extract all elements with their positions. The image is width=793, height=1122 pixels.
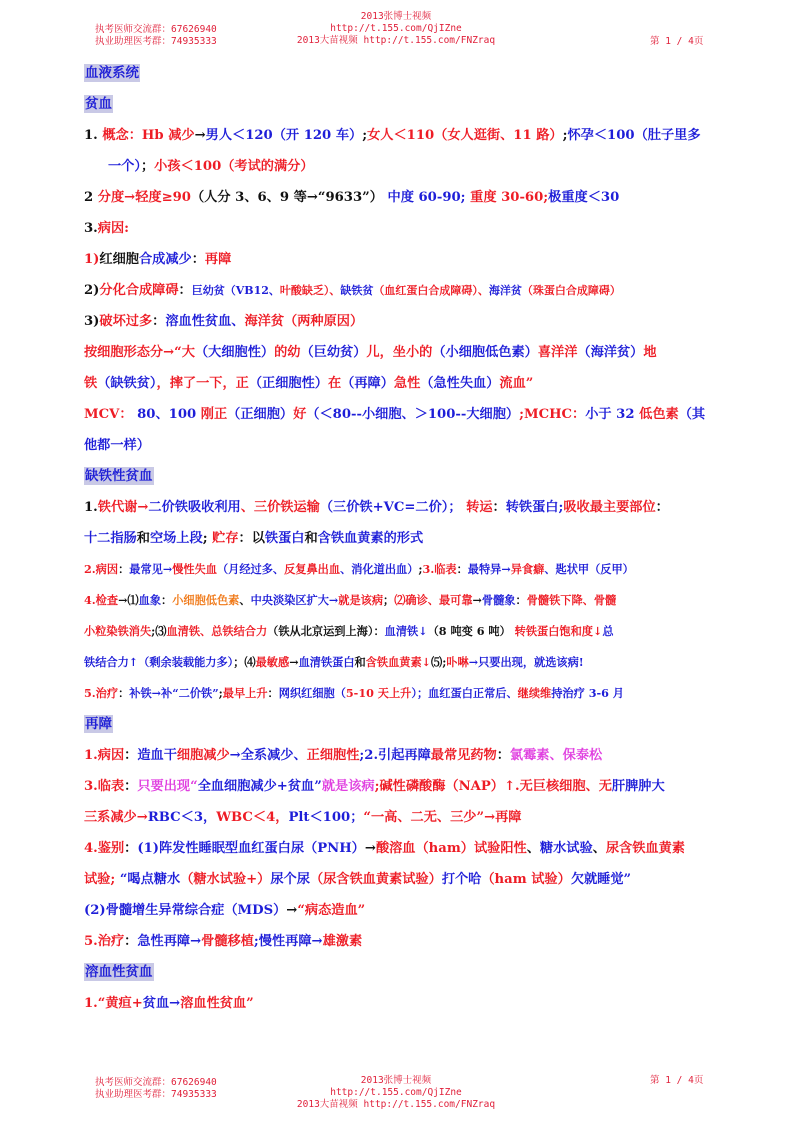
text-run: 氯霉素、保泰松 [509, 748, 603, 763]
header-page-number: 第 1 / 4页 [650, 36, 704, 47]
text-run: 好 [293, 407, 307, 422]
text-run: （血红蛋白合成障碍）、 [373, 284, 489, 297]
text-run: 雄激素 [322, 934, 363, 949]
text-run: 1.病因 [84, 748, 125, 763]
text-run: 按细胞形态分→“大 [84, 345, 195, 360]
text-run: 5-10 天上升 [345, 686, 412, 700]
text-run: → [286, 903, 298, 918]
text-run: 病因: [97, 221, 130, 236]
text-run: 再障 [204, 252, 232, 267]
header-video-link-2[interactable]: 2013大苗视频 http://t.155.com/FNZraq [296, 35, 496, 46]
text-line [84, 151, 704, 182]
text-run: 和 [304, 531, 318, 546]
text-run: 含铁血黄素的形式 [317, 531, 424, 546]
text-run: ： [124, 779, 138, 794]
page-header [0, 11, 793, 51]
text-run: （铁从北京运到上海）： [267, 624, 385, 638]
header-video-link-1[interactable]: 2013张博士视频http://t.155.com/QjIZne [330, 11, 462, 34]
text-run: （三价铁+VC=二价）； [319, 500, 462, 515]
text-run: 急性 [393, 376, 421, 391]
text-run: 补铁→补“二价铁” [129, 686, 219, 700]
document-body [84, 58, 704, 1019]
text-run: 吸收最主要部位 [563, 500, 656, 515]
heading-blood-system: 血液系统 [85, 65, 139, 81]
text-run: 就是该病 [321, 779, 375, 794]
text-run: （糖水试验+） [180, 872, 271, 887]
text-run: （尿含铁血黄素试验） [309, 872, 442, 887]
text-run: 、三价铁运输 [240, 500, 320, 515]
text-run: 一个） [108, 159, 141, 174]
text-run: Plt＜100； [288, 810, 364, 825]
section-heading-row [84, 89, 704, 120]
text-run: ： [118, 686, 130, 700]
text-run: 血清铁↓ [384, 624, 428, 638]
text-run: 铁 [84, 376, 98, 391]
text-line [84, 120, 704, 151]
text-run: 骨髓铁下降、骨髓 [526, 593, 617, 607]
text-run: →⑴ [118, 593, 139, 607]
text-run: （海洋贫） [577, 345, 644, 360]
text-run: 转铁蛋白; [505, 500, 564, 515]
text-run: 中度 60-90; [382, 190, 466, 205]
text-run: WBC＜4， [216, 810, 289, 825]
heading-anemia: 贫血 [85, 96, 112, 112]
text-run: 、 [239, 593, 251, 607]
footer-center [296, 1075, 496, 1111]
text-run: ; [362, 128, 368, 143]
text-line [84, 523, 704, 554]
text-run: 卟啉 [446, 655, 469, 669]
text-run: 试验; [84, 872, 116, 887]
text-run: 80、100 [132, 407, 201, 422]
footer-left [95, 1077, 217, 1101]
text-run: 持治疗 3-6 月 [551, 686, 624, 700]
text-run: → [364, 841, 376, 856]
text-run: 三系减少→ [84, 810, 148, 825]
text-run: （＜80--小细胞、＞100--大细胞） [306, 407, 520, 422]
text-run: 极重度＜30 [548, 190, 620, 205]
text-run: （大细胞性） [194, 345, 275, 360]
text-line [84, 833, 704, 864]
text-run: （急性失血） [420, 376, 500, 391]
header-group-qq-2: 执业助理医考群：74935333 [95, 36, 217, 47]
text-run: ，摔了一下，正 [156, 376, 249, 391]
text-run: 和 [136, 531, 150, 546]
text-run: 红细胞 [99, 252, 139, 267]
text-run: （正细胞性） [248, 376, 328, 391]
text-run: 铁蛋白 [264, 531, 305, 546]
text-run: 全血细胞减少+贫血” [197, 779, 322, 794]
text-line [84, 275, 704, 306]
text-run: (1)阵发性睡眠型血红蛋白尿（PNH） [137, 841, 365, 856]
text-run: 骨髓移植 [201, 934, 254, 949]
text-line [84, 337, 704, 368]
text-run: MCV： [84, 407, 133, 422]
text-line [84, 895, 704, 926]
text-line [84, 740, 704, 771]
text-run: 只要出现“ [137, 779, 198, 794]
text-run: 网织红细胞（ [278, 686, 346, 700]
text-run: 血清铁、总铁结合力 [166, 624, 268, 638]
text-run: 的幼 [274, 345, 301, 360]
text-run: 在 [327, 376, 342, 391]
text-run: 小孩＜100（考试的满分） [154, 159, 314, 174]
text-line [84, 430, 704, 461]
text-run: 、消化道出血） [340, 562, 419, 576]
text-run: ： [655, 500, 669, 515]
text-run: 缺铁贫 [340, 284, 374, 297]
text-run: ;MCHC： [519, 407, 586, 422]
text-run: 4.检查 [84, 593, 119, 607]
text-run: 慢性失血 [172, 562, 217, 576]
text-run: 打个哈 [441, 872, 482, 887]
text-run: →全系减少、 [229, 748, 307, 763]
text-run: 分度→轻度≥90 [97, 190, 191, 205]
text-run: 分化合成障碍 [99, 283, 179, 298]
text-run: →再障 [484, 810, 522, 825]
text-run: 、匙状甲（反甲） [544, 562, 634, 576]
text-run: 和 [354, 655, 366, 669]
text-run: ： [515, 593, 527, 607]
text-run: ： [456, 562, 468, 576]
text-run: ： [191, 252, 205, 267]
text-run: 血象 [138, 593, 162, 607]
text-run: 空场上段 [149, 531, 203, 546]
section-heading-row [84, 709, 704, 740]
text-run: 最敏感 [255, 655, 290, 669]
text-run: 溶血性贫血、 [165, 314, 245, 329]
section-heading-row [84, 461, 704, 492]
arrow-icon: → [194, 128, 206, 143]
text-run: 继续维 [517, 686, 552, 700]
text-run: 铁结合力↑ [84, 655, 139, 669]
header-center [296, 11, 496, 47]
text-run: ; [202, 531, 208, 546]
text-line [84, 585, 704, 616]
text-line [84, 368, 704, 399]
text-run: ： [267, 686, 279, 700]
text-run: （小细胞低色素） [432, 345, 538, 360]
text-run: 2.病因 [84, 562, 119, 576]
text-run: 海洋贫（两种原因） [244, 314, 364, 329]
text-run: （正细胞） [227, 407, 294, 422]
text-run: 巨幼贫（VB12、 [191, 284, 280, 297]
text-run: 破坏过多 [99, 314, 153, 329]
text-run: 铁代谢→ [97, 500, 149, 515]
text-run: 十二指肠 [84, 531, 137, 546]
text-line [84, 399, 704, 430]
text-run: 、 [526, 841, 540, 856]
text-run: 刚正 [200, 407, 228, 422]
text-run: ; [418, 562, 423, 576]
text-run: 、 [592, 841, 606, 856]
text-run: 急性再障→ [137, 934, 202, 949]
text-run: 就是该病 [338, 593, 384, 607]
text-run: 酸溶血（ham）试验阳性 [375, 841, 527, 856]
text-run: ⑵确诊、最可靠 [394, 593, 473, 607]
text-run: “病态造血” [297, 903, 366, 918]
text-run: ⑸; [431, 655, 447, 669]
text-run: ： [178, 283, 192, 298]
footer-page-number: 第 1 / 4页 [650, 1075, 704, 1086]
text-run: “黄疸+ [97, 996, 143, 1011]
text-run: “喝点糖水 [115, 872, 181, 887]
text-run: ； [383, 593, 395, 607]
text-line [84, 678, 704, 709]
text-run: 糖水试验 [539, 841, 593, 856]
text-line [84, 306, 704, 337]
text-run: 血红蛋白正常后、 [428, 686, 518, 700]
text-run: 海洋贫 [488, 284, 522, 297]
text-run: 贮存 [207, 531, 239, 546]
text-run: （8 吨变 6 吨） [427, 624, 511, 638]
text-run: 重度 30-60; [465, 190, 549, 205]
text-run: RBC＜3， [147, 810, 217, 825]
text-line [84, 771, 704, 802]
text-run: ;慢性再障→ [253, 934, 323, 949]
text-line [84, 864, 704, 895]
text-line [84, 492, 704, 523]
text-run: 尿含铁血黄素 [605, 841, 685, 856]
text-run: 2) [84, 283, 100, 298]
text-run: 欠就睡觉” [570, 872, 632, 887]
heading-aplastic-anemia: 再障 [85, 716, 112, 732]
text-run: ： [492, 500, 506, 515]
text-run: 喜洋洋 [537, 345, 578, 360]
text-run: ；⑷ [233, 655, 256, 669]
text-run: → [289, 655, 299, 669]
text-line [84, 213, 704, 244]
text-run: 以 [251, 531, 265, 546]
text-run: 总 [602, 624, 614, 638]
text-run: （人分 3、6、9 等→“9633”） [190, 190, 383, 205]
heading-hemolytic-anemia: 溶血性贫血 [85, 964, 153, 980]
text-run: 贫血→ [142, 996, 181, 1011]
text-run: 血清铁蛋白 [298, 655, 355, 669]
text-line [84, 926, 704, 957]
text-run: （再障） [341, 376, 394, 391]
text-run: 概念：Hb 减少 [102, 128, 195, 143]
heading-iron-deficiency-anemia: 缺铁性贫血 [85, 468, 153, 484]
page-footer [0, 1075, 793, 1115]
text-run: （珠蛋白合成障碍） [521, 284, 621, 297]
text-run: 5.治疗 [84, 934, 125, 949]
text-run: 1. [84, 996, 98, 1011]
text-run: （其 [678, 407, 706, 422]
text-run: 地 [643, 345, 657, 360]
text-run: 怀孕＜100（肚子里多 [567, 128, 701, 143]
text-run: ： [124, 841, 138, 856]
text-run: 1. [84, 500, 98, 515]
text-line [84, 182, 704, 213]
text-run: （巨幼贫） [300, 345, 367, 360]
text-run: →只要出现，就选该病! [468, 655, 584, 669]
text-run: 男人＜120（开 120 车） [205, 128, 363, 143]
text-run: 最常见药物 [430, 748, 497, 763]
text-run: （缺铁贫） [97, 376, 157, 391]
text-run: （月经过多、 [216, 562, 285, 576]
text-run: ;2.引起再障 [359, 748, 431, 763]
header-group-qq-1: 执考医师交流群：67626940 [95, 24, 217, 35]
text-run: 1. [84, 128, 103, 143]
footer-group-qq-2: 执业助理医考群：74935333 [95, 1089, 217, 1100]
text-run: 细胞减少 [176, 748, 230, 763]
text-line [84, 616, 704, 647]
text-run: 1) [84, 252, 100, 267]
text-run: ： [118, 562, 130, 576]
text-run: “一高、二无、三少” [363, 810, 485, 825]
text-run: ： [238, 531, 252, 546]
text-run: 溶血性贫血” [180, 996, 254, 1011]
text-run: 转铁蛋白饱和度↓ [510, 624, 603, 638]
text-line [84, 554, 704, 585]
text-line [84, 988, 704, 1019]
text-run: 3.临表 [422, 562, 457, 576]
text-run: 最常见→ [129, 562, 173, 576]
text-line [84, 244, 704, 275]
text-run: → [472, 593, 482, 607]
text-run: 叶酸缺乏）、 [279, 284, 341, 297]
text-run: 异食癖 [510, 562, 545, 576]
text-run: ： [152, 314, 166, 329]
text-run: 4.鉴别 [84, 841, 125, 856]
text-run: ; [562, 128, 568, 143]
text-run: ； [140, 159, 155, 174]
text-run: ： [124, 934, 138, 949]
text-run: ;碱性磷酸酶（NAP）↑.无巨核细胞、无 [374, 779, 612, 794]
text-run: 小于 32 [585, 407, 640, 422]
text-run: 低色素 [639, 407, 679, 422]
text-run: 肝脾肿大 [611, 779, 665, 794]
text-run: ; [218, 686, 223, 700]
text-run: 正细胞性 [306, 748, 360, 763]
text-run: 二价铁吸收利用 [148, 500, 241, 515]
text-run: 骨髓象 [481, 593, 516, 607]
text-run: 最特异→ [467, 562, 511, 576]
text-run: 反复鼻出血 [284, 562, 341, 576]
text-run: 小粒染铁消失 [84, 624, 152, 638]
text-run: 合成减少 [138, 252, 192, 267]
text-run: （剩余装载能力多） [138, 655, 234, 669]
text-run: 中央淡染区扩大→ [250, 593, 339, 607]
text-run: 最早上升 [222, 686, 268, 700]
text-run: 2 [84, 190, 98, 205]
text-run: ： [496, 748, 510, 763]
text-run: ： [124, 748, 138, 763]
text-run: ;⑶ [151, 624, 167, 638]
text-run: 儿，坐小的 [366, 345, 433, 360]
text-run: 转运 [461, 500, 493, 515]
section-heading-row [84, 58, 704, 89]
text-run: 5.治疗 [84, 686, 119, 700]
text-run: ）； [411, 686, 429, 700]
text-run: (2)骨髓增生异常综合症（MDS） [84, 903, 287, 918]
text-run: 他都一样） [84, 438, 150, 453]
text-run: 3. [84, 221, 98, 236]
text-run: 小细胞低色素 [172, 593, 240, 607]
footer-video-link-2[interactable]: 2013大苗视频 http://t.155.com/FNZraq [296, 1099, 496, 1110]
text-run: 尿个尿 [270, 872, 310, 887]
text-run: 女人＜110（女人逛街、11 路） [367, 128, 563, 143]
text-run: ： [161, 593, 173, 607]
header-left [95, 24, 217, 48]
text-run: 造血干 [137, 748, 177, 763]
text-run: 含铁血黄素↓ [365, 655, 432, 669]
text-run: 流血” [499, 376, 534, 391]
text-run: 3.临表 [84, 779, 125, 794]
text-line [84, 802, 704, 833]
footer-video-link-1[interactable]: 2013张博士视频http://t.155.com/QjIZne [330, 1075, 462, 1098]
text-run: 3) [84, 314, 100, 329]
footer-group-qq-1: 执考医师交流群：67626940 [95, 1077, 217, 1088]
text-line [84, 647, 704, 678]
text-run: （ham 试验） [481, 872, 571, 887]
section-heading-row [84, 957, 704, 988]
